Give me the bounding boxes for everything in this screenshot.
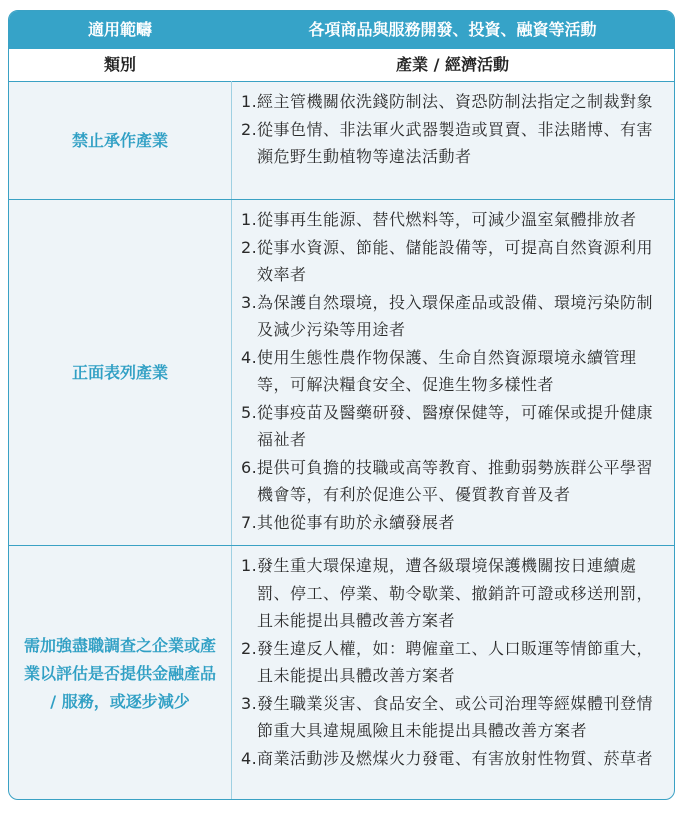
- list-item: 1. 發生重大環保違規，遭各級環境保護機關按日連續處罰、停工、停業、勒令歇業、撤銷許可證或移送刑罰，且未能提出具體改善方案者: [241, 556, 654, 630]
- list-item: 3. 發生職業災害、食品安全、或公司治理等經媒體刊登情節重大具違規風險且未能提出具體改善方案者: [241, 693, 654, 740]
- list-item: 7. 其他從事有助於永續發展者: [241, 512, 456, 532]
- table-row-positive-list: [9, 200, 674, 546]
- header-scope: 適用範疇: [87, 20, 152, 39]
- item-list: [241, 206, 664, 536]
- list-item: 1. 從事再生能源、替代燃料等，可減少溫室氣體排放者: [241, 210, 637, 229]
- table-row-due-diligence: [9, 546, 674, 800]
- item-list: [241, 552, 664, 772]
- subheader-industry: 產業 / 經濟活動: [396, 55, 509, 74]
- activity-classification-table: [8, 10, 675, 800]
- category-due-diligence: 需加強盡職調查之企業或產業以評估是否提供金融產品 / 服務，或逐步減少: [23, 635, 216, 711]
- header-activities: 各項商品與服務開發、投資、融資等活動: [308, 20, 597, 39]
- list-item: 2. 從事水資源、節能、儲能設備等，可提高自然資源利用效率者: [241, 237, 654, 284]
- list-item: 5. 從事疫苗及醫藥研發、醫療保健等，可確保或提升健康福祉者: [241, 402, 654, 449]
- list-item: 4. 使用生態性農作物保護、生命自然資源環境永續管理等，可解決糧食安全、促進生物多樣性者: [241, 347, 637, 394]
- table-row-prohibited: [9, 82, 674, 200]
- category-positive-list: 正面表列產業: [71, 362, 168, 382]
- subheader-category: 類別: [103, 55, 136, 74]
- table-subheader: [9, 49, 674, 82]
- category-prohibited: 禁止承作產業: [71, 130, 168, 150]
- item-list: [241, 88, 664, 171]
- list-item: 6. 提供可負擔的技職或高等教育、推動弱勢族群公平學習機會等，有利於促進公平、優質教育普及者: [241, 457, 654, 504]
- list-item: 3. 為保護自然環境，投入環保產品或設備、環境污染防制及減少污染等用途者: [241, 292, 654, 339]
- table-header: [9, 11, 674, 49]
- list-item: 1. 經主管機關依洗錢防制法、資恐防制法指定之制裁對象: [241, 92, 654, 111]
- list-item: 2. 發生違反人權，如：聘僱童工、人口販運等情節重大，且未能提出具體改善方案者: [241, 638, 654, 685]
- list-item: 4. 商業活動涉及燃煤火力發電、有害放射性物質、菸草者: [241, 748, 654, 768]
- list-item: 2. 從事色情、非法軍火武器製造或買賣、非法賭博、有害瀕危野生動植物等違法活動者: [241, 119, 654, 166]
